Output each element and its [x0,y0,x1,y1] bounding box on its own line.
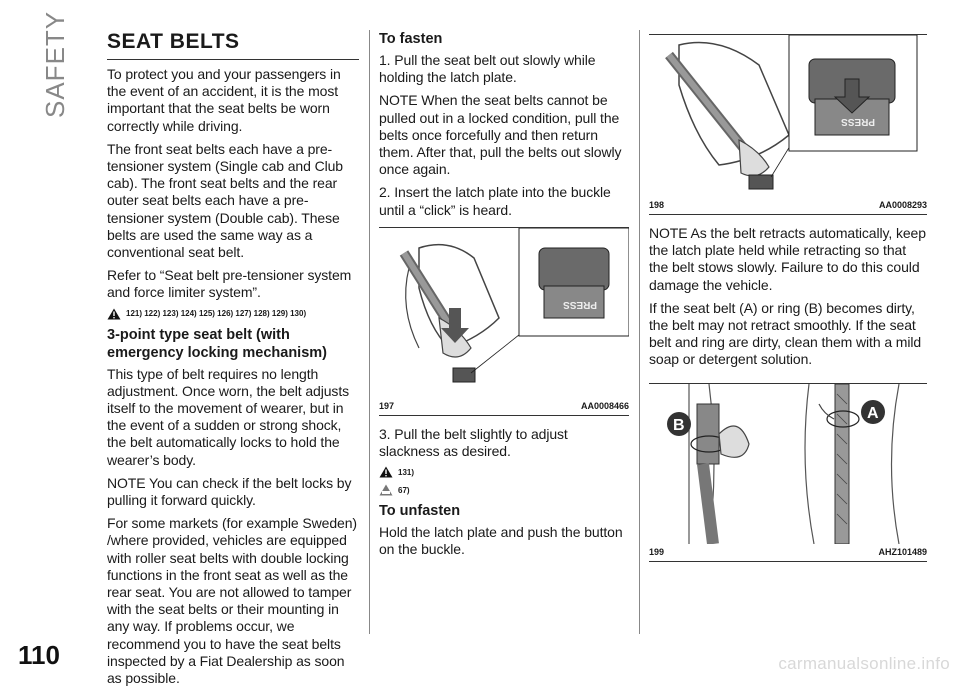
seat-belt-unfasten-illustration [649,35,927,197]
warning-triangle-icon [379,466,393,478]
label-a: A [867,404,879,422]
paragraph: To protect you and your passengers in the event of an accident, it is the most important that the seat belts be worn correctly while driving. [107,66,341,134]
column-divider-1 [369,30,370,634]
paragraph: The front seat belts each have a pre-tensioner system (Single cab and Club cab). The front seat belts and the rear outer seat belts each have a pre-tensioner system (Double cab). These belts are used the same way as a conventional seat belt. [107,140,343,261]
figure-code: AA0008466 [580,400,629,411]
warning-reference-number: 131) [398,467,415,477]
warning-triangle-icon [107,308,121,320]
figure-number: 198 [649,200,665,210]
figure-198 [649,34,927,215]
warning-reference-list: 121) 122) 123) 124) 125) 126) 127) 128) 129) 130) [126,309,307,319]
step-1: 1. Pull the seat belt out slowly while holding the latch plate. [379,52,596,86]
press-label: PRESS [841,116,875,127]
subheading-to-fasten: To fasten [379,31,443,47]
page-number: 110 [18,640,60,670]
note-paragraph: NOTE As the belt retracts automatically, keep the latch plate held while retracting so that the belt stows slowly. Failure to do this could damage the vehicle. [649,225,926,293]
column-1 [107,30,359,693]
paragraph: For some markets (for example Sweden) /where provided, vehicles are equipped with roller seat belts with double locking functions in the front seat as well as the rear seat. You are not allowed to tamper with the seat belts or their mounting in any way. If problems occur, we recommend you to have the seat belts inspected by a Fiat Dealership as soon as possible. [107,515,357,687]
subheading: 3-point type seat belt (with emergency locking mechanism) [107,326,327,361]
column-2 [379,30,629,565]
seat-belt-fasten-illustration [379,228,629,398]
figure-caption [379,398,629,415]
figure-number: 197 [379,400,395,411]
seat-belt-ring-illustration [649,384,927,544]
figure-caption [649,197,927,214]
warning-references [107,308,359,320]
caution-icon [379,484,393,496]
label-b: B [673,416,685,434]
figure-197 [379,227,629,416]
step-3: 3. Pull the belt slightly to adjust slackness as desired. [379,425,568,460]
figure-199 [649,383,927,562]
paragraph: This type of belt requires no length adjustment. Once worn, the belt adjusts itself to the movement of wearer, but in the event of a sudden or strong shock, the belt automatically locks to hold the wearer’s body. [107,365,350,468]
subheading-to-unfasten: To unfasten [379,503,461,520]
figure-number: 199 [649,546,665,557]
step-2: 2. Insert the latch plate into the buckle until a “click” is heard. [379,184,611,218]
warning-reference [379,466,629,478]
caution-reference-number: 67) [398,485,410,495]
paragraph: If the seat belt (A) or ring (B) becomes dirty, the belt may not retract smoothly. If the seat belt and ring are dirty, clean them with a mild soap or detergent solution. [649,299,922,368]
column-3 [649,30,927,572]
figure-code: AA0008293 [878,200,927,210]
figure-caption [649,544,927,561]
caution-reference [379,484,629,496]
column-divider-2 [639,30,640,634]
section-sidebar-label: SAFETY [40,10,70,118]
section-title: SEAT BELTS [107,30,359,60]
watermark: carmanualsonline.info [778,654,950,673]
note-paragraph: NOTE You can check if the belt locks by pulling it forward quickly. [107,474,352,509]
figure-code: AHZ101489 [878,546,927,557]
paragraph: Hold the latch plate and push the button on the buckle. [379,524,623,558]
press-label: PRESS [563,298,597,310]
note-paragraph: NOTE When the seat belts cannot be pulled out in a locked condition, pull the belts once forcefully and then return them. After that, pull the belts out slowly once again. [379,92,622,178]
paragraph: Refer to “Seat belt pre-tensioner system and force limiter system”. [107,267,352,301]
